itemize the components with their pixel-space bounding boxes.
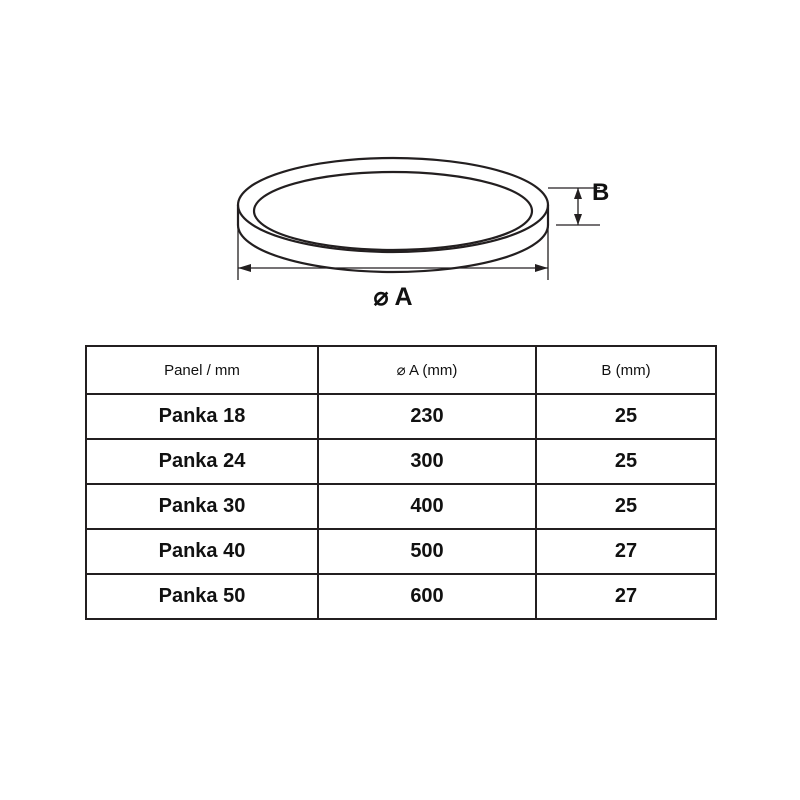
cell-panel-name: Panka 50: [86, 574, 318, 619]
table-row: [86, 529, 716, 574]
a-arrow-left: [238, 264, 251, 272]
panel-outer-bottom-arc: [238, 225, 548, 272]
b-arrow-up: [574, 188, 582, 199]
b-arrow-down: [574, 214, 582, 225]
table-row: [86, 394, 716, 439]
cell-panel-name: Panka 24: [86, 439, 318, 484]
cell-panel-name: Panka 40: [86, 529, 318, 574]
diameter-dimension: [238, 205, 548, 280]
panel-body-illustration: [238, 158, 548, 272]
cell-thickness: 25: [536, 439, 716, 484]
table-row: [86, 484, 716, 529]
cell-diameter: 600: [318, 574, 536, 619]
cell-diameter: 230: [318, 394, 536, 439]
specification-table: [85, 345, 717, 620]
cell-diameter: 400: [318, 484, 536, 529]
column-header-thickness: B (mm): [536, 346, 716, 394]
cell-panel-name: Panka 18: [86, 394, 318, 439]
cell-thickness: 25: [536, 484, 716, 529]
table-row: [86, 439, 716, 484]
panel-inner-rim-ellipse: [254, 172, 532, 250]
cell-panel-name: Panka 30: [86, 484, 318, 529]
diameter-label: ⌀ A: [373, 283, 413, 311]
table-header-row: [86, 346, 716, 394]
thickness-label: B: [592, 179, 610, 206]
cell-thickness: 27: [536, 574, 716, 619]
cell-diameter: 500: [318, 529, 536, 574]
cell-diameter: 300: [318, 439, 536, 484]
specification-table-container: [85, 345, 715, 620]
column-header-panel: Panel / mm: [86, 346, 318, 394]
cell-thickness: 27: [536, 529, 716, 574]
column-header-diameter: ⌀ A (mm): [318, 346, 536, 394]
cell-thickness: 25: [536, 394, 716, 439]
a-arrow-right: [535, 264, 548, 272]
table-row: [86, 574, 716, 619]
panel-dimension-drawing: [0, 120, 800, 330]
